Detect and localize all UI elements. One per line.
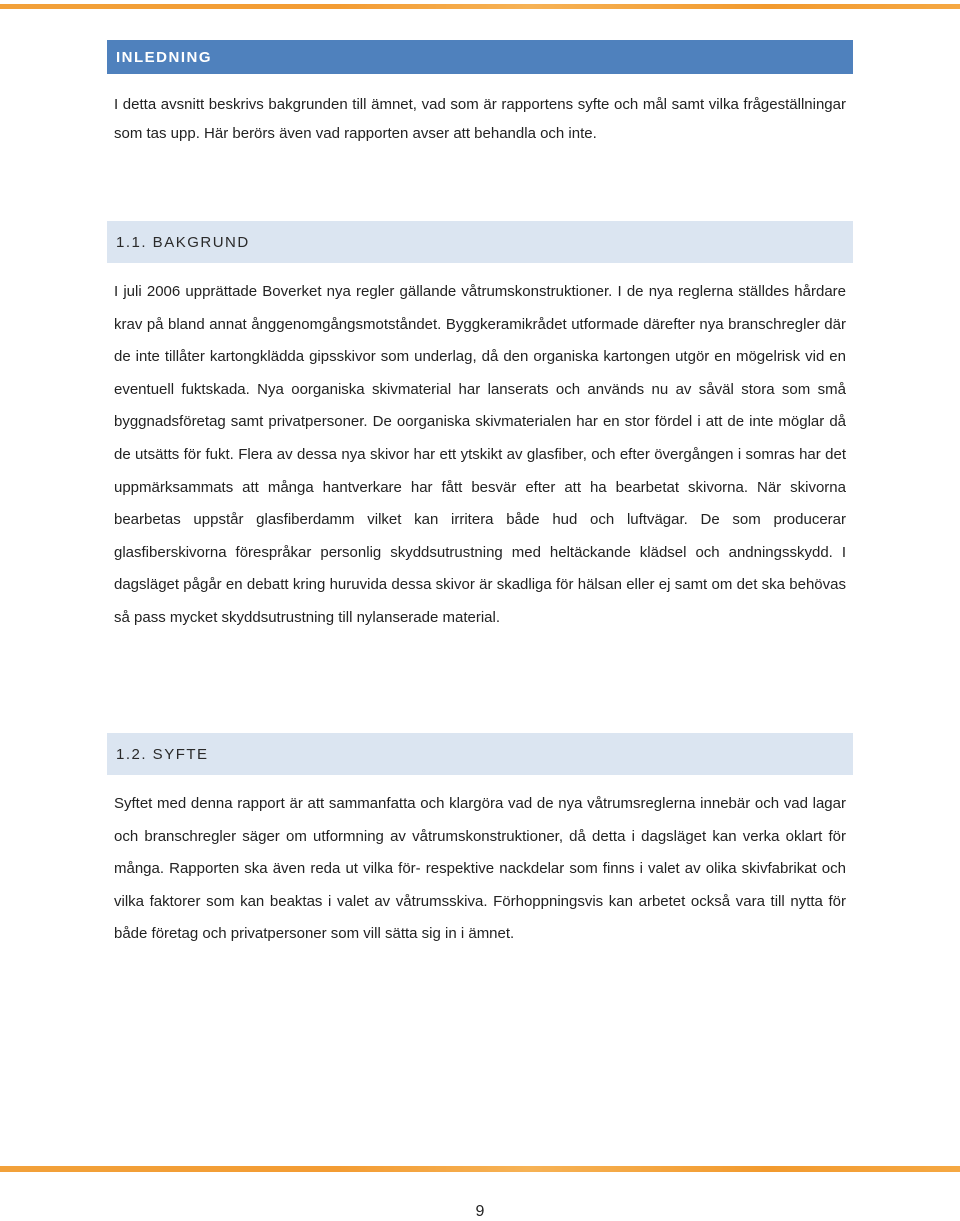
intro-paragraph: I detta avsnitt beskrivs bakgrunden till ämnet, vad som är rapportens syfte och mål samt vilka frågeställningar som tas upp. Här berörs även vad rapporten avser att behandla och inte.	[114, 96, 846, 142]
page-number: 9	[475, 1203, 485, 1220]
heading-inledning	[107, 40, 853, 74]
heading-syfte-label: 1.2. SYFTE	[116, 745, 209, 763]
syfte-paragraph: Syftet med denna rapport är att sammanfatta och klargöra vad de nya våtrumsreglerna innebär och vad lagar och branschregler säger om utformning av våtrumskonstruktioner, då detta i dagsläget kan verka oklart för många. Rapporten ska även reda ut vilka för- respektive nackdelar som finns i valet av olika skivfabrikat och vilka faktorer som kan beaktas i valet av våtrumsskiva. Förhoppningsvis kan arbetet också vara till nytta för både företag och privatpersoner som vill sätta sig in i ämnet.	[114, 795, 846, 943]
top-decorative-bar	[0, 4, 960, 9]
heading-bakgrund	[107, 221, 853, 263]
bottom-decorative-bar	[0, 1166, 960, 1172]
heading-inledning-label: INLEDNING	[116, 48, 212, 66]
heading-syfte	[107, 733, 853, 775]
heading-bakgrund-label: 1.1. BAKGRUND	[116, 233, 250, 251]
bakgrund-paragraph: I juli 2006 upprättade Boverket nya regler gällande våtrumskonstruktioner. I de nya reglerna ställdes hårdare krav på bland annat ånggenomgångsmotståndet. Byggkeramikrådet utformade därefter nya branschregler där de inte tillåter kartongklädda gipsskivor som underlag, då den organiska kartongen utgör en mögelrisk vid en eventuell fuktskada. Nya oorganiska skivmaterial har lanserats och används nu av såväl stora som små byggnadsföretag samt privatpersoner. De oorganiska skivmaterialen har en stor fördel i att de inte möglar då de utsätts för fukt. Flera av dessa nya skivor har ett ytskikt av glasfiber, och efter övergången i somras har det uppmärksammats att många hantverkare har fått besvär efter att ha bearbetat skivorna. När skivorna bearbetas uppstår glasfiberdamm vilket kan irritera både hud och luftvägar. De som producerar glasfiberskivorna förespråkar personlig skyddsutrustning med heltäckande klädsel och andningsskydd. I dagsläget pågår en debatt kring huruvida dessa skivor är skadliga för hälsan eller ej samt om det ska behövas så pass mycket skyddsutrustning till nylanserade material.	[114, 283, 846, 626]
